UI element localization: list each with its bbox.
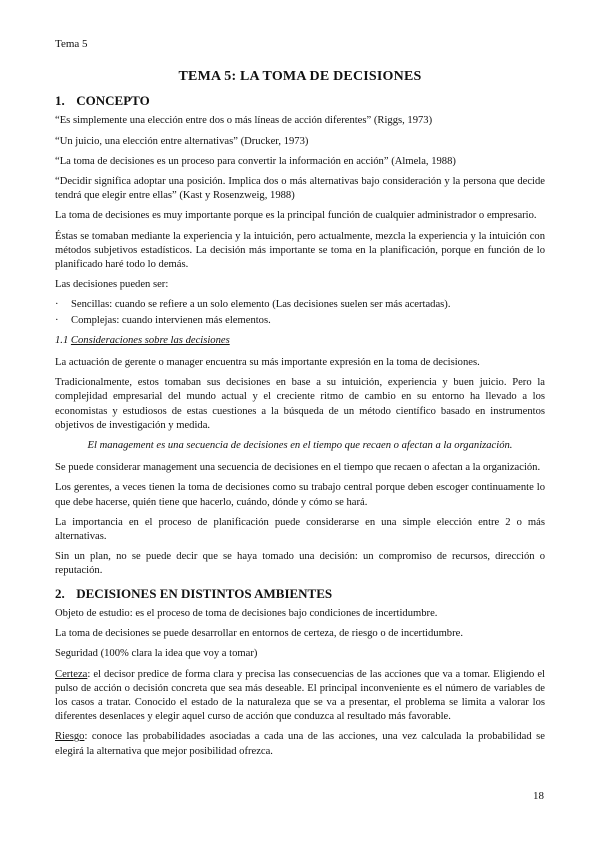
section-heading-ambientes bbox=[55, 587, 545, 601]
riesgo-definition: : conoce las probabilidades asociadas a cada una de las acciones, una vez calculada la probabilidad se elegirá la alternativa que mejor posibilidad ofrezca. bbox=[55, 731, 545, 757]
paragraph-management-sequence: Se puede considerar management una secuencia de decisiones en el tiempo que recaen o afectan a la organización. bbox=[55, 462, 541, 474]
management-definition-quote: El management es una secuencia de decisiones en el tiempo que recaen o afectan a la organización. bbox=[87, 440, 513, 452]
list-item-text: Complejas: cuando intervienen más elementos. bbox=[71, 314, 271, 326]
subsection-heading bbox=[55, 334, 545, 348]
bullet-icon: · bbox=[55, 299, 59, 311]
paragraph-experience: Éstas se tomaban mediante la experiencia y la intuición, pero actualmente, mezcla la experiencia y la intuición con métodos subjetivos estadísticos. La decisión más importante se toma en la planificación, porque en función de lo planificado haré todo lo demás. bbox=[55, 230, 545, 271]
quote-almela: “La toma de decisiones es un proceso para convertir la información en acción” (Almela, 1988) bbox=[55, 155, 456, 167]
paragraph-object-of-study: Objeto de estudio: es el proceso de toma de decisiones bajo condiciones de incertidumbre. bbox=[55, 607, 438, 619]
decision-types-list bbox=[55, 298, 545, 327]
page-content bbox=[55, 70, 545, 765]
section-title: DECISIONES EN DISTINTOS AMBIENTES bbox=[76, 585, 333, 601]
term-certeza: Certeza bbox=[55, 668, 88, 680]
subsection-number: 1.1 bbox=[55, 334, 69, 346]
paragraph-planning: La importancia en el proceso de planificación puede considerarse en una simple elección entre 2 o más alternativas. bbox=[55, 516, 545, 543]
certeza-definition: : el decisor predice de forma clara y precisa las consecuencias de las acciones que va a tomar. Eligiendo el pulso de acción o decisión concreta que sea más deseable. El principal inconveniente es el número de variables de los casos a tratar. Conocido el estado de la naturaleza que se va a presentar, el problema se limita a valorar los diferentes desenlaces y elegir aquel curso de acción que conduzca al resultado más favorable. bbox=[55, 668, 545, 723]
page-number: 18 bbox=[533, 790, 544, 802]
section-title: CONCEPTO bbox=[76, 93, 150, 109]
paragraph-environments: La toma de decisiones se puede desarrollar en entornos de certeza, de riesgo o de incertidumbre. bbox=[55, 628, 463, 640]
quote-kast-rosenzweig: “Decidir significa adoptar una posición. Implica dos o más alternativas bajo consideración y la persona que decide tendrá que elegir entre ellas” (Kast y Rosenzweig, 1988) bbox=[55, 176, 545, 202]
list-item bbox=[55, 298, 545, 312]
list-item-text: Sencillas: cuando se refiere a un solo elemento (Las decisiones suelen ser más acertadas). bbox=[71, 299, 451, 311]
paragraph-certeza bbox=[55, 668, 545, 725]
section-number: 2. bbox=[55, 585, 65, 601]
paragraph-importance: La toma de decisiones es muy importante porque es la principal función de cualquier administrador o empresario. bbox=[55, 210, 537, 222]
quote-drucker: “Un juicio, una elección entre alternativas” (Drucker, 1973) bbox=[55, 135, 309, 147]
document-title: TEMA 5: LA TOMA DE DECISIONES bbox=[178, 69, 422, 84]
quote-riggs: “Es simplemente una elección entre dos o más líneas de acción diferentes” (Riggs, 1973) bbox=[55, 115, 433, 127]
section-heading-concepto bbox=[55, 94, 545, 108]
running-head: Tema 5 bbox=[55, 38, 88, 50]
paragraph-plan: Sin un plan, no se puede decir que se haya tomado una decisión: un compromiso de recursos, dirección o reputación. bbox=[55, 551, 545, 577]
paragraph-decision-types-intro: Las decisiones pueden ser: bbox=[55, 279, 169, 291]
bullet-icon: · bbox=[55, 314, 59, 326]
paragraph-traditional: Tradicionalmente, estos tomaban sus decisiones en base a su intuición, experiencia y buen juicio. Pero la complejidad empresarial del mundo actual y el creciente ritmo de cambio en su entorno ha llevado a los economistas y estudiosos de estas cuestiones a la búsqueda de un método científico basado en instrumentos objetivos de investigación y medida. bbox=[55, 377, 545, 431]
paragraph-manager-role: La actuación de gerente o manager encuentra su más importante expresión en la toma de decisiones. bbox=[55, 357, 480, 369]
subsection-title: Consideraciones sobre las decisiones bbox=[70, 334, 230, 346]
paragraph-seguridad: Seguridad (100% clara la idea que voy a tomar) bbox=[55, 648, 258, 660]
paragraph-riesgo bbox=[55, 730, 545, 758]
list-item bbox=[55, 314, 545, 328]
term-riesgo: Riesgo bbox=[55, 731, 85, 743]
section-number: 1. bbox=[55, 93, 65, 109]
paragraph-managers: Los gerentes, a veces tienen la toma de decisiones como su trabajo central porque deben escoger continuamente lo que debe hacerse, quién tiene que hacerlo, cuándo, dónde y cómo se hará. bbox=[55, 482, 545, 508]
